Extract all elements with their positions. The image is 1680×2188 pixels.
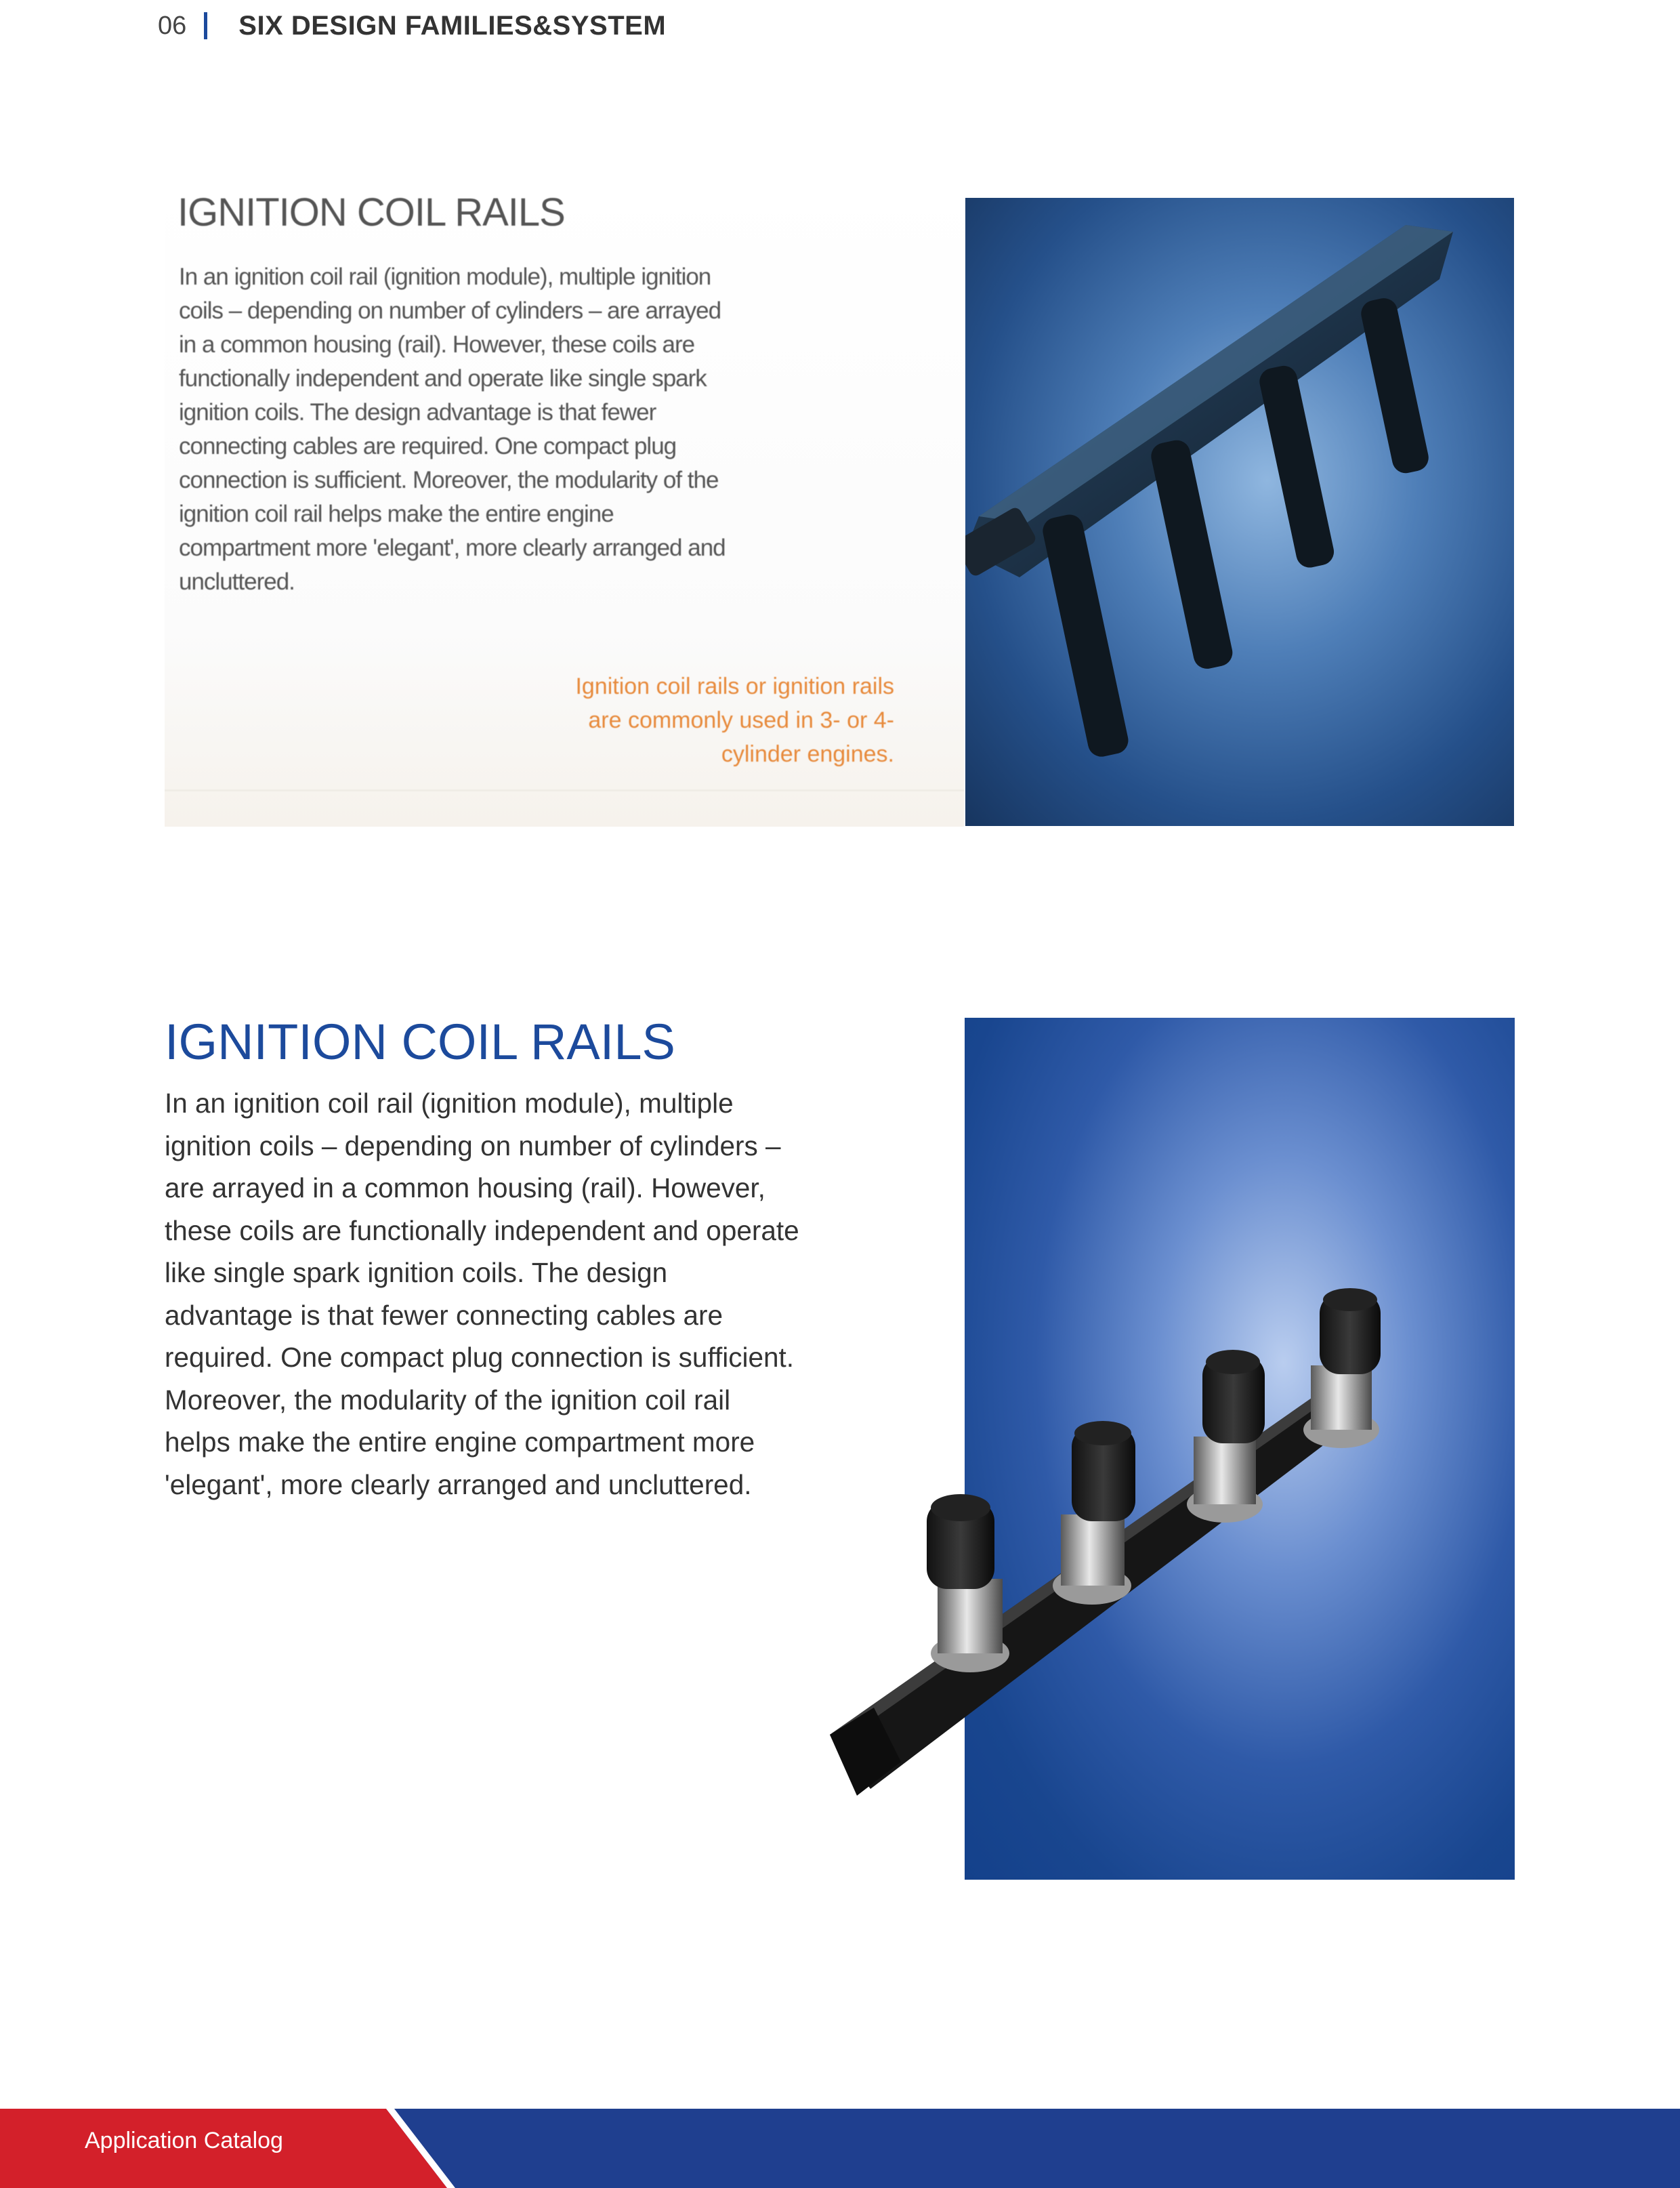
- main-body-text: In an ignition coil rail (ignition module), multiple ignition coils – depending on number of cylinders – are arrayed in a common housing (rail). However, these coils are functionally independent and operate like single spark ignition coils. The design advantage is that fewer connecting cables are required. One compact plug connection is sufficient. Moreover, the modularity of the ignition coil rail helps make the entire engine compartment more 'elegant', more clearly arranged and uncluttered.: [165, 1088, 799, 1500]
- coil-2: [1053, 1421, 1135, 1605]
- coil-3: [1187, 1350, 1265, 1523]
- footer-label: Application Catalog: [85, 2128, 283, 2153]
- scanned-callout-note: Ignition coil rails or ignition rails are commonly used in 3- or 4-cylinder engines.: [575, 674, 894, 767]
- coil-1: [927, 1494, 1009, 1672]
- scanned-title: IGNITION COIL RAILS: [177, 190, 565, 234]
- scanned-body-text: In an ignition coil rail (ignition module), multiple ignition coils – depending on number of cylinders – are arrayed in a common housing (rail). However, these coils are functionally independent and operate like single spark ignition coils. The design advantage is that fewer connecting cables are required. One compact plug connection is sufficient. Moreover, the modularity of the ignition coil rail helps make the entire engine compartment more 'elegant', more clearly arranged and uncluttered.: [179, 264, 726, 595]
- coil-4: [1303, 1288, 1381, 1448]
- page-number: 06: [158, 11, 187, 40]
- main-title: IGNITION COIL RAILS: [165, 1014, 675, 1070]
- section-title: SIX DESIGN FAMILIES&SYSTEM: [238, 10, 667, 41]
